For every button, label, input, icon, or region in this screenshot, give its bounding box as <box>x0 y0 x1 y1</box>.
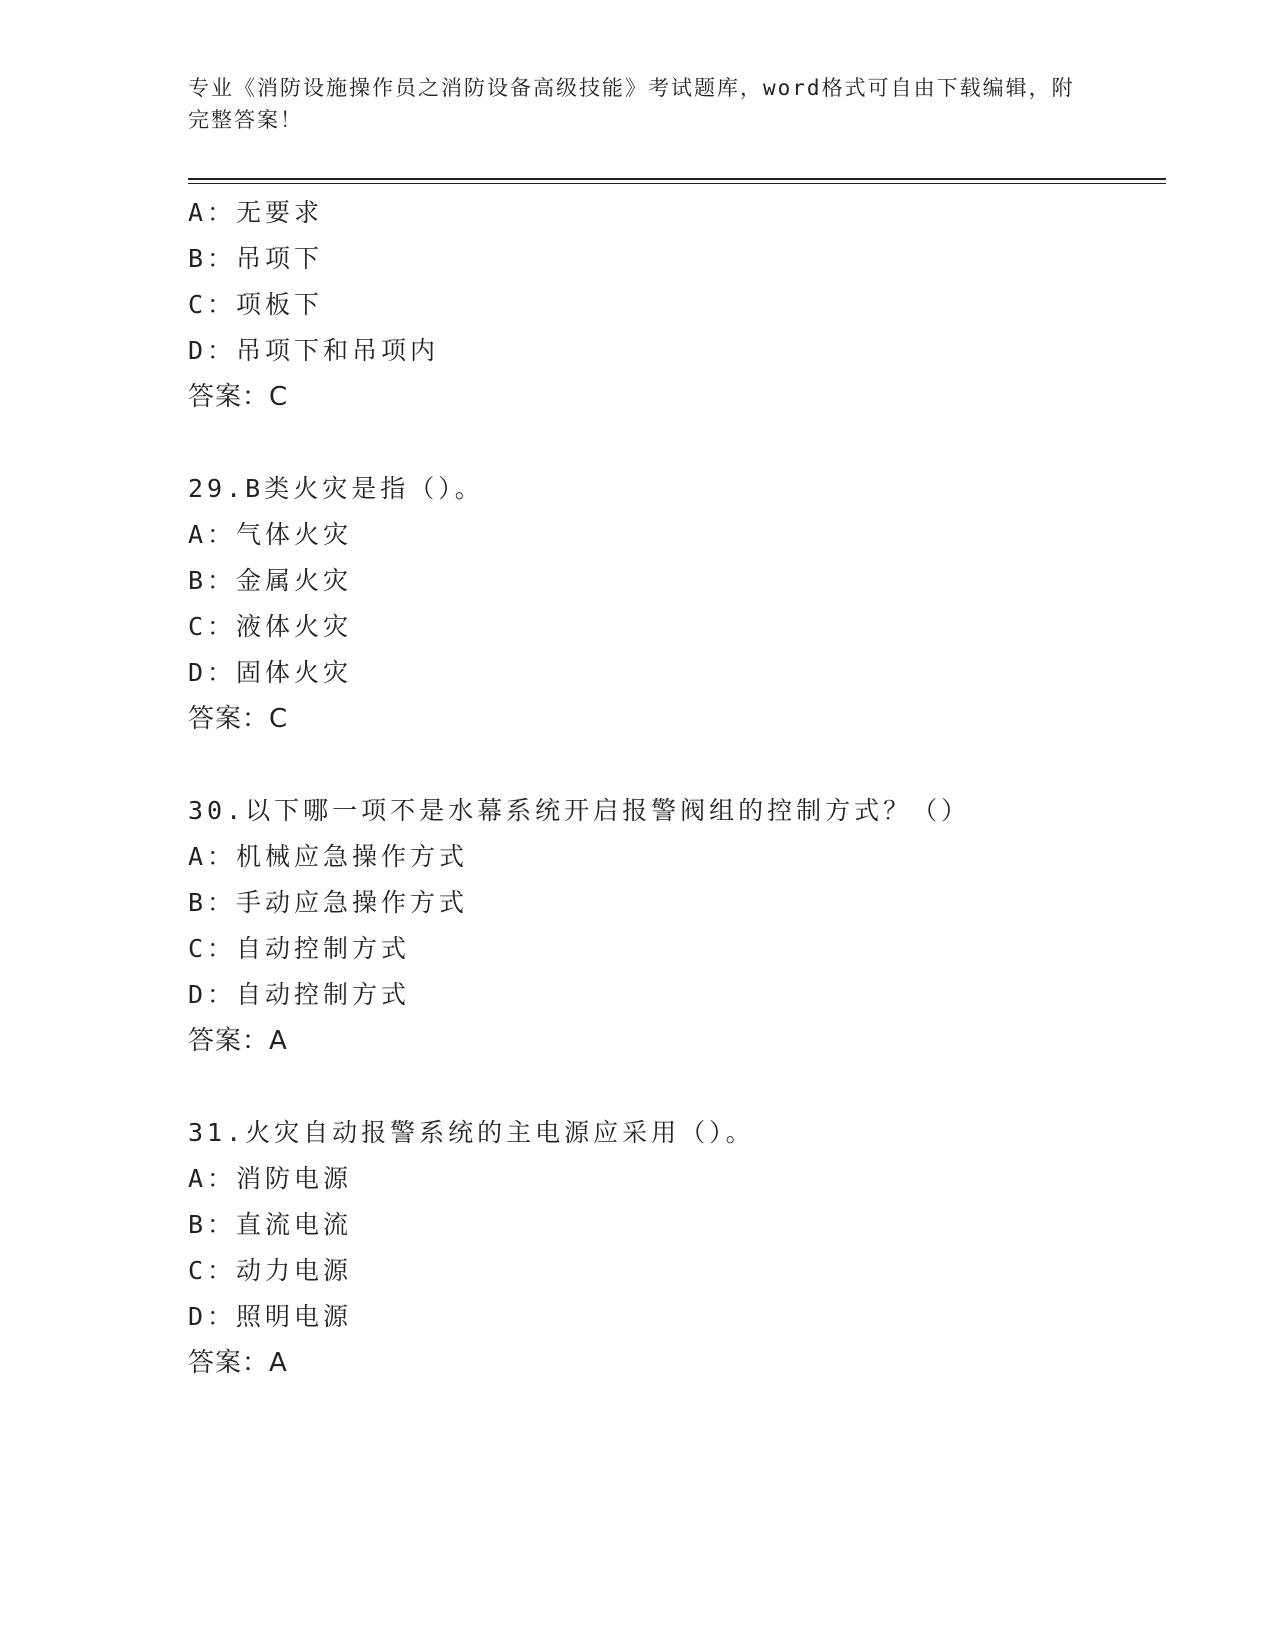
question-block-28 <box>188 190 1166 420</box>
option-a: A：无要求 <box>188 198 324 227</box>
question-block-29 <box>188 466 1166 742</box>
spacer <box>188 1064 1166 1110</box>
question-stem: 30.以下哪一项不是水幕系统开启报警阀组的控制方式？（） <box>188 796 971 825</box>
option-c: C：动力电源 <box>188 1256 353 1285</box>
spacer <box>188 420 1166 466</box>
option-a: A：机械应急操作方式 <box>188 842 469 871</box>
question-block-30 <box>188 788 1166 1064</box>
question-stem: 29.B类火灾是指（）。 <box>188 474 484 503</box>
header-divider <box>188 178 1166 180</box>
option-b: B：手动应急操作方式 <box>188 888 469 917</box>
option-c: C：液体火灾 <box>188 612 353 641</box>
option-c: C：自动控制方式 <box>188 934 411 963</box>
answer-line: 答案：C <box>188 704 289 734</box>
option-d: D：照明电源 <box>188 1302 353 1331</box>
option-d: D：自动控制方式 <box>188 980 411 1009</box>
option-d: D：固体火灾 <box>188 658 353 687</box>
header-divider-thin <box>188 183 1166 184</box>
question-stem: 31.火灾自动报警系统的主电源应采用（）。 <box>188 1118 755 1147</box>
document-header: 专业《消防设施操作员之消防设备高级技能》考试题库，word格式可自由下载编辑，附完整答案！ <box>188 76 1075 132</box>
option-b: B：吊项下 <box>188 244 324 273</box>
option-a: A：消防电源 <box>188 1164 353 1193</box>
option-d: D：吊项下和吊项内 <box>188 336 440 365</box>
spacer <box>188 742 1166 788</box>
answer-line: 答案：A <box>188 1026 288 1056</box>
option-a: A：气体火灾 <box>188 520 353 549</box>
question-block-31 <box>188 1110 1166 1386</box>
answer-line: 答案：C <box>188 382 289 412</box>
question-list <box>188 190 1166 1386</box>
answer-line: 答案：A <box>188 1348 288 1378</box>
option-b: B：金属火灾 <box>188 566 353 595</box>
option-c: C：项板下 <box>188 290 324 319</box>
option-b: B：直流电流 <box>188 1210 353 1239</box>
